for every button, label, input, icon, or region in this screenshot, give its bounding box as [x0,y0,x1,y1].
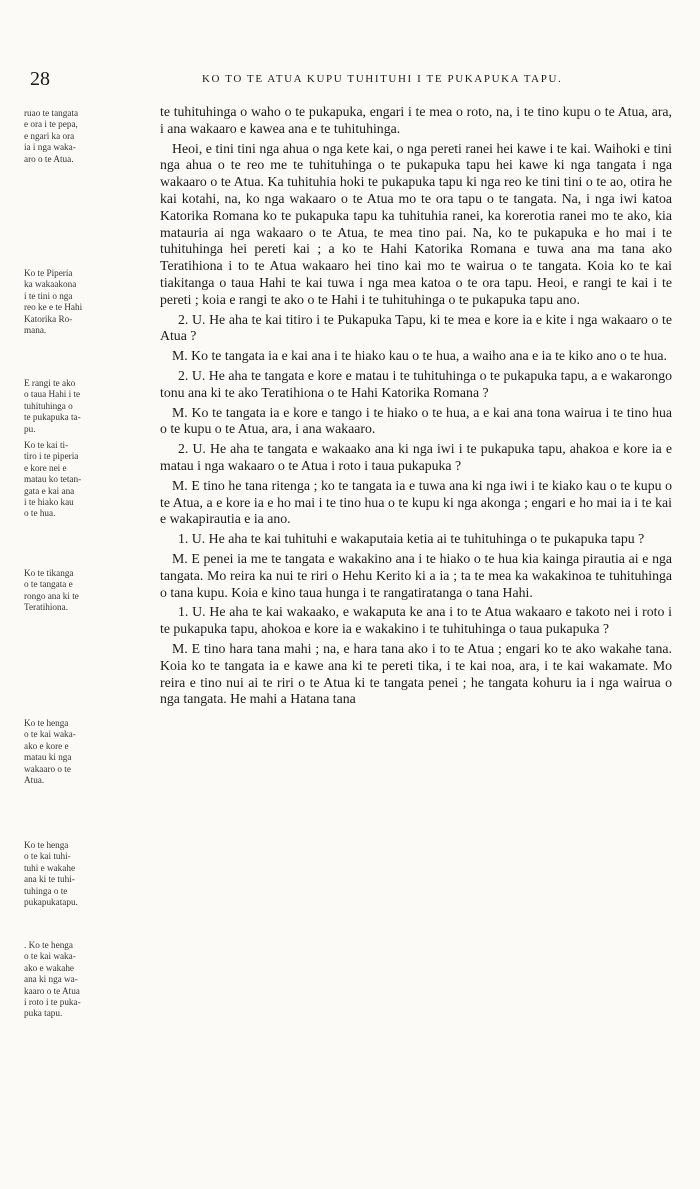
answer: M. E tino hara tana mahi ; na, e hara tana ako i to te Atua ; engari ko te ako wakahe tana. Koia ko te tangata ia e kawe ana ki te pereti tika, i te kai noa, ara, i te kai wakamate. Mo reira e tino nui ai te riri o te Atua ki te tangata penei ; he tangata kohuru ia i nga wairua o nga tangata. He mahi a Hatana tana [160,640,672,707]
answer: M. Ko te tangata ia e kore e tango i te hiako o te hua, a e kai ana tona wairua i te tino hua o te kupu o te Atua, ara, i ana wakaaro. [160,404,672,437]
page-header [30,68,670,90]
margin-note: Ko te kai ti- tiro i te piperia e kore nei e matau ko tetan- gata e kai ana i te hiako kau o te hua. [24,440,82,519]
paragraph: Heoi, e tini tini nga ahua o nga kete kai, o nga pereti ranei hei kawe i te kai. Waihoki e tini nga ahua o te reo me te tuhituhinga o te pukapuka tapu hei kawe ki nga tangata i nga wakaaro o te Atua. Ka tuhituhia hoki te pukapuka tapu ki nga reo ke tini tini o te ao, otira he kai kotahi, na, ko nga wakaaro o te Atua mo te ora tapu o te tangata. Na, i nga iwi katoa Katorika Romana ko te pukapuka tapu ka tuhituhia ranei, ka korerotia ranei mo te ako, kia matauria ai nga wakaaro o te Atua, te mea tino pai. Na, ko te pukapuka e ho mai i te tuhituhinga hei pereti kai ; a ko te Hahi Katorika Romana e tuwa ana ma tana ako Teratihiona i to te Atua wakaaro hei tino kai mo te wairua o te tangata. Koia ko te kai tiakitanga o taua Hahi te kai tuwa i nga mea katoa o te ora tapu. Heoi, e rangi te kai i te pereti ; koia e rangi te ako o te Hahi i te tuhituhinga o te pukapuka tapu ano. [160,140,672,307]
body-text [160,104,672,711]
question: 2. U. He aha te tangata e wakaako ana ki nga iwi i te pukapuka tapu, ahakoa e kore ia e matau i nga wakaaro o te Atua i roto i taua pukapuka ? [160,441,672,473]
running-title: KO TO TE ATUA KUPU TUHITUHI I TE PUKAPUKA TAPU. [202,73,563,85]
paragraph: te tuhituhinga o waho o te pukapuka, engari i te mea o roto, na, i te tino kupu o te Atua, ara, i ana wakaaro e kawea ana e te tuhituhinga. [160,104,672,136]
page-number: 28 [30,68,50,90]
question: 2. U. He aha te kai titiro i te Pukapuka Tapu, ki te mea e kore ia e kite i nga wakaaro o te Atua ? [160,311,672,344]
margin-note: ruao te tangata e ora i te pepa, e ngari ka ora ia i nga waka- aro o te Atua. [24,108,79,164]
margin-note: Ko te Piperia ka wakaakona i te tini o nga reo ke e te Hahi Katorika Ro- mana. [24,268,83,336]
answer: M. E tino he tana ritenga ; ko te tangata ia e tuwa ana ki nga iwi i te kiako kau o te kupu o te Atua, a e kore ia e ho mai i te tino hua o te kupu ki nga akonga ; engari e ho mai ia i te kai e wakapirautia e ia ano. [160,477,672,527]
question: 1. U. He aha te kai tuhituhi e wakaputaia ketia ai te tuhituhinga o te pukapuka tapu ? [178,531,645,547]
margin-note: . Ko te henga o te kai waka- ako e wakahe ana ki nga wa- kaaro o te Atua i roto i te puka- puka tapu. [24,940,81,1019]
margin-note: Ko te tikanga o te tangata e rongo ana ki te Teratihiona. [24,568,79,613]
margin-note: Ko te henga o te kai tuhi- tuhi e wakahe ana ki te tuhi- tuhinga o te pukapukatapu. [24,840,78,908]
answer: M. Ko te tangata ia e kai ana i te hiako kau o te hua, a waiho ana e ia te kiko ano o te hua. [172,348,667,364]
answer: M. E penei ia me te tangata e wakakino ana i te hiako o te hua kia kainga pirautia ai e nga tangata. Mo reira ka nui te riri o Hehu Kerito ki a ia ; ta te mea ka wakakinoa te tuhituhinga o tana kupu. Koia e kino taua hunga i te rangatiratanga o tana Hahi. [160,550,672,600]
question: 2. U. He aha te tangata e kore e matau i te tuhituhinga o te pukapuka tapu, a e wakarongo tonu ana ki te ako Teratihiona o te Hahi Katorika Romana ? [160,367,672,400]
margin-note: Ko te henga o te kai waka- ako e kore e matau ki nga wakaaro o te Atua. [24,718,76,786]
question: 1. U. He aha te kai wakaako, e wakaputa ke ana i to te Atua wakaaro e takoto nei i roto i te pukapuka tapu, ahokoa e kore ia e wakakino i te tuhituhinga o taua pukapuka ? [160,604,672,637]
margin-note: E rangi te ako o taua Hahi i te tuhituhinga o te pukapuka ta- pu. [24,378,81,434]
